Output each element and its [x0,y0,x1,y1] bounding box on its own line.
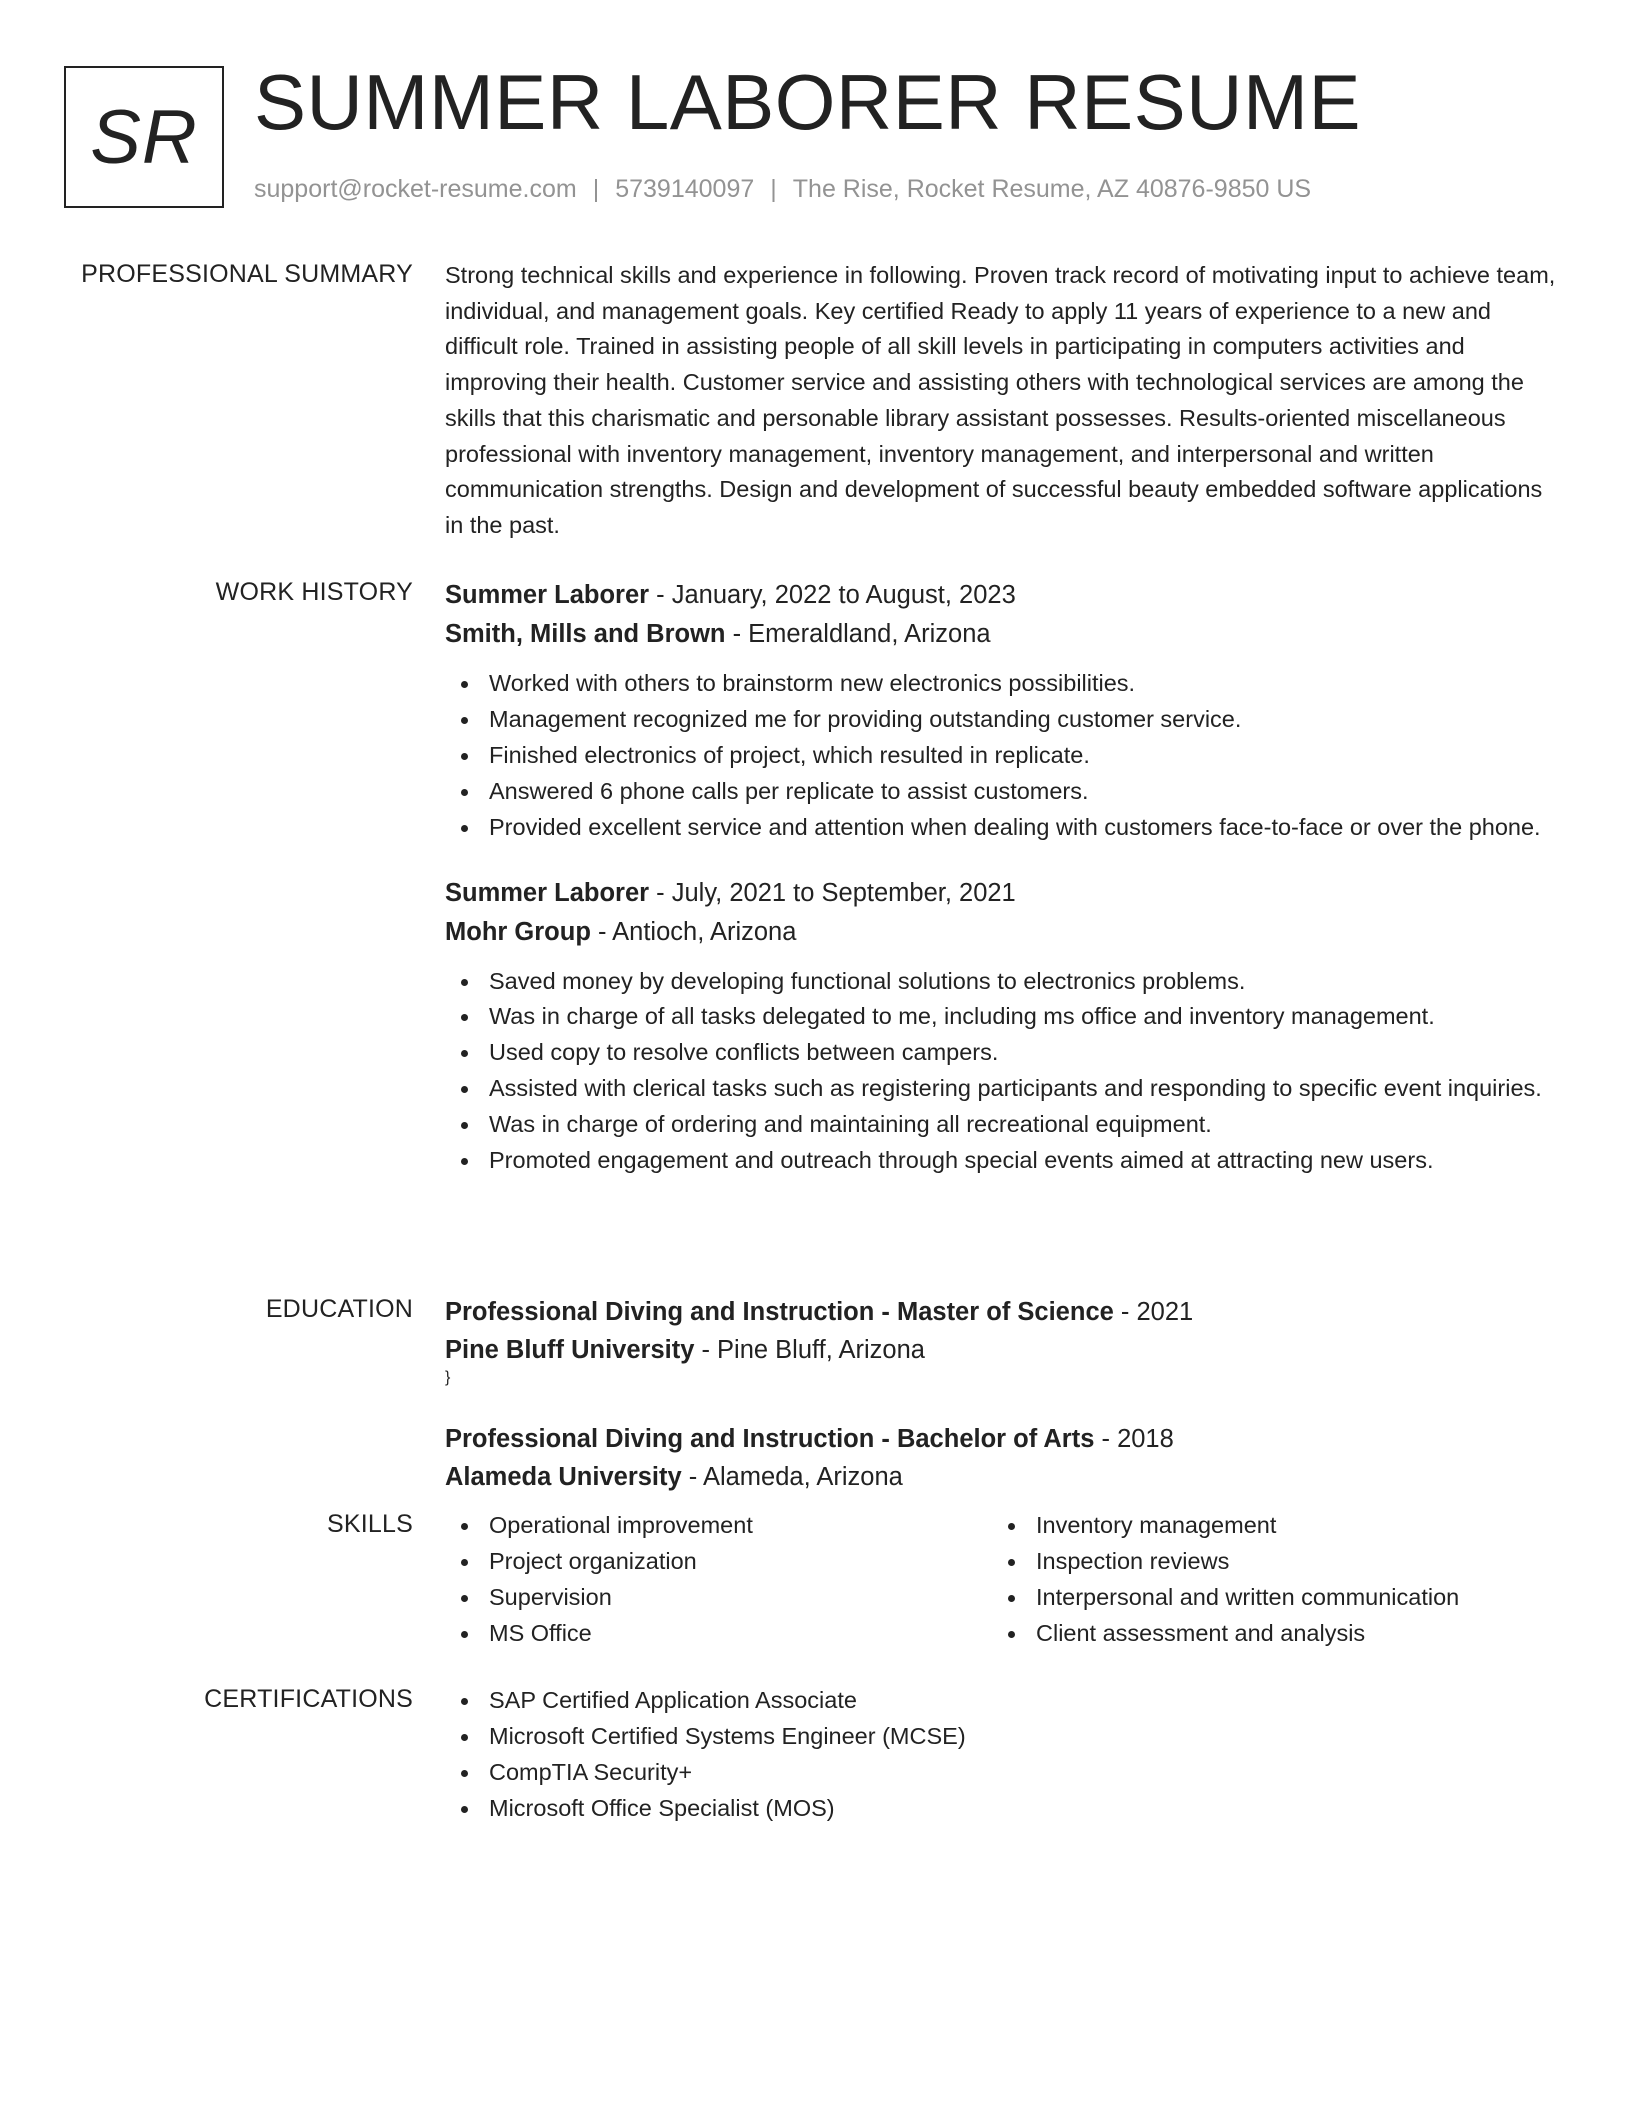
skill-item: Client assessment and analysis [992,1616,1539,1652]
job-dates: - January, 2022 to August, 2023 [649,581,1016,609]
job-title: Summer Laborer [445,878,650,907]
resume-title: SUMMER LABORER RESUME [254,58,1361,146]
certification-item: CompTIA Security+ [445,1755,1565,1791]
job-title: Summer Laborer [445,581,650,609]
job-bullet: Provided excellent service and attention when dealing with customers face-to-face or over the phone. [445,810,1565,846]
education-entry: Professional Diving and Instruction - Master of Science - 2021 Pine Bluff University - Pine Bluff, Arizona } [445,1293,1565,1387]
certifications-body [445,1683,1565,1827]
contact-address: The Rise, Rocket Resume, AZ 40876-9850 US [792,175,1312,203]
job-location: - Emeraldland, Arizona [725,620,991,648]
job-bullet: Assisted with clerical tasks such as registering participants and responding to specific event inquiries. [445,1071,1565,1107]
job-bullets [445,964,1565,1179]
contact-phone: 5739140097 [615,175,755,203]
skills-list-right [992,1508,1539,1652]
work-history-body [445,576,1565,1179]
monogram-logo [64,66,224,208]
skill-item: Interpersonal and written communication [992,1580,1539,1616]
education-entry [445,1420,1565,1496]
job-bullet: Used copy to resolve conflicts between campers. [445,1035,1565,1071]
education-location: - Alameda, Arizona [681,1463,903,1491]
summary-body [445,258,1565,544]
education-body [445,1293,1565,1496]
summary-text: Strong technical skills and experience in following. Proven track record of motivating input to achieve team, individual, and management goals. Key certified Ready to apply 11 years of experience to a new and difficult role. Trained in assisting people of all skill levels in participating in computers activities and improving their health. Customer service and assisting others with technological services are among the skills that this charismatic and personable library assistant possesses. Results-oriented miscellaneous professional with inventory management, inventory management, and interpersonal and written communication strengths. Design and development of successful beauty embedded software applications in the past. [445,262,1556,538]
job-title-line [445,874,1565,913]
job-bullet: Was in charge of all tasks delegated to me, including ms office and inventory management. [445,999,1565,1035]
section-heading-education: EDUCATION [265,1295,413,1323]
skill-item: Inspection reviews [992,1544,1539,1580]
certification-item: SAP Certified Application Associate [445,1683,1565,1719]
education-location: - Pine Bluff, Arizona [694,1336,925,1364]
certifications-list [445,1683,1565,1827]
job-bullet: Was in charge of ordering and maintaining all recreational equipment. [445,1107,1565,1143]
job-bullets [445,666,1565,846]
education-degree-line [445,1420,1565,1458]
section-heading-summary: PROFESSIONAL SUMMARY [81,260,413,288]
job-bullet: Worked with others to brainstorm new electronics possibilities. [445,666,1565,702]
job-bullet: Management recognized me for providing outstanding customer service. [445,702,1565,738]
skill-item: Inventory management [992,1508,1539,1544]
contact-separator: | [592,175,600,203]
education-school: Alameda University [445,1463,682,1491]
job-title-line [445,576,1565,615]
job-dates: - July, 2021 to September, 2021 [649,878,1016,907]
job-entry [445,874,1565,1179]
certification-item: Microsoft Certified Systems Engineer (MCSE) [445,1719,1565,1755]
job-bullet: Promoted engagement and outreach through special events aimed at attracting new users. [445,1143,1565,1179]
education-degree-line [445,1293,1565,1331]
job-company: Smith, Mills and Brown [445,620,726,648]
contact-email: support@rocket-resume.com [254,175,577,203]
job-bullet: Saved money by developing functional solutions to electronics problems. [445,964,1565,1000]
skills-body [445,1508,1565,1652]
education-school-line [445,1458,1565,1496]
section-heading-certifications: CERTIFICATIONS [204,1685,413,1713]
education-school-line [445,1331,1565,1369]
contact-line [254,174,1311,204]
section-heading-skills: SKILLS [327,1510,413,1538]
section-heading-work-history: WORK HISTORY [215,578,413,606]
skills-columns [445,1508,1565,1652]
job-company-line [445,615,1565,654]
job-bullet: Answered 6 phone calls per replicate to assist customers. [445,774,1565,810]
skill-item: Supervision [445,1580,992,1616]
skill-item: Operational improvement [445,1508,992,1544]
skills-list-left [445,1508,992,1652]
job-company-line [445,913,1565,952]
job-location: - Antioch, Arizona [590,917,797,946]
certification-item: Microsoft Office Specialist (MOS) [445,1791,1565,1827]
education-degree: Professional Diving and Instruction - Bachelor of Arts [445,1425,1095,1453]
skill-item: MS Office [445,1616,992,1652]
contact-separator: | [770,175,777,203]
education-school: Pine Bluff University [445,1336,695,1364]
job-company: Mohr Group [445,917,591,946]
skill-item: Project organization [445,1544,992,1580]
education-degree: Professional Diving and Instruction - Master of Science [445,1298,1114,1326]
monogram-text: SR [90,94,198,180]
education-year: - 2021 [1113,1298,1194,1326]
job-entry [445,576,1565,846]
education-year: - 2018 [1094,1425,1174,1453]
job-bullet: Finished electronics of project, which resulted in replicate. [445,738,1565,774]
